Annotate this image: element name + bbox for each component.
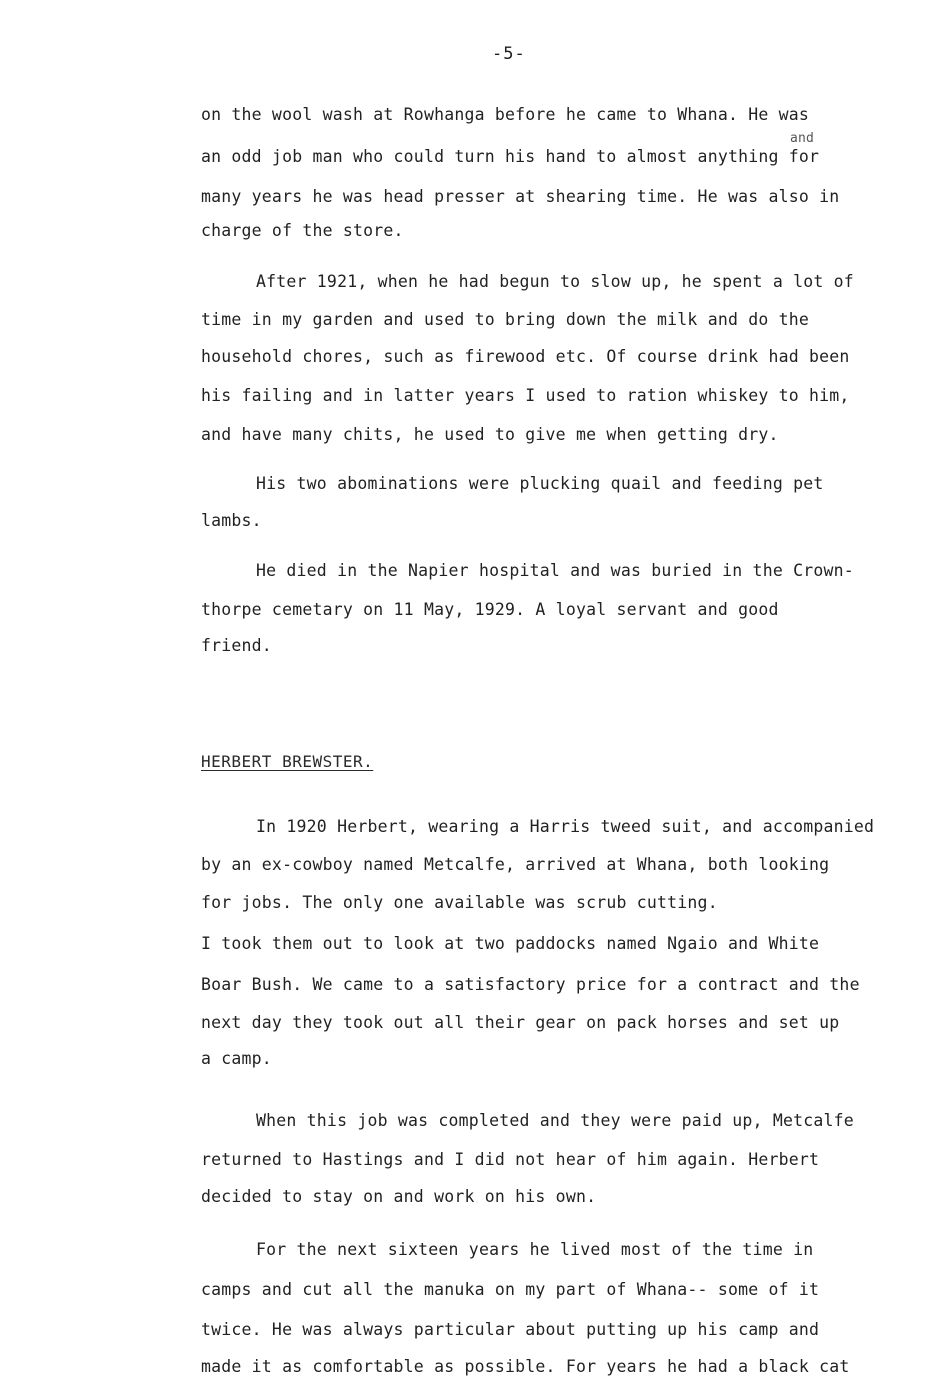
body-text-line: made it as comfortable as possible. For years he had a black cat xyxy=(201,1357,850,1376)
body-text-line: for jobs. The only one available was scrub cutting. xyxy=(201,893,718,912)
body-text-line: friend. xyxy=(201,636,272,655)
body-text-line: decided to stay on and work on his own. xyxy=(201,1187,597,1206)
body-text-line: returned to Hastings and I did not hear of him again. Herbert xyxy=(201,1150,820,1169)
body-text-line: on the wool wash at Rowhanga before he came to Whana. He was xyxy=(201,105,810,124)
section-heading: HERBERT BREWSTER. xyxy=(201,752,374,771)
body-text-line: When this job was completed and they were paid up, Metcalfe xyxy=(256,1111,854,1130)
body-text-line: Boar Bush. We came to a satisfactory price for a contract and the xyxy=(201,975,860,994)
body-text-line: his failing and in latter years I used to ration whiskey to him, xyxy=(201,386,850,405)
body-text-line: and have many chits, he used to give me when getting dry. xyxy=(201,425,779,444)
body-text-line: many years he was head presser at shearing time. He was also in xyxy=(201,187,840,206)
body-text-line: charge of the store. xyxy=(201,221,404,240)
body-text-line: time in my garden and used to bring down the milk and do the xyxy=(201,310,810,329)
page-number: -5- xyxy=(492,44,526,64)
body-text-line: twice. He was always particular about putting up his camp and xyxy=(201,1320,820,1339)
body-text-line: by an ex-cowboy named Metcalfe, arrived at Whana, both looking xyxy=(201,855,830,874)
body-text-line: thorpe cemetary on 11 May, 1929. A loyal servant and good xyxy=(201,600,779,619)
body-text-line: In 1920 Herbert, wearing a Harris tweed suit, and accompanied xyxy=(256,817,875,836)
body-text-line: I took them out to look at two paddocks named Ngaio and White xyxy=(201,934,820,953)
body-text-line: camps and cut all the manuka on my part of Whana-- some of it xyxy=(201,1280,820,1299)
body-text-line: an odd job man who could turn his hand to almost anything for xyxy=(201,147,820,166)
body-text-line: next day they took out all their gear on pack horses and set up xyxy=(201,1013,840,1032)
body-text-line: a camp. xyxy=(201,1049,272,1068)
body-text-line: After 1921, when he had begun to slow up, he spent a lot of xyxy=(256,272,854,291)
body-text-line: He died in the Napier hospital and was buried in the Crown- xyxy=(256,561,854,580)
margin-insertion-note: and xyxy=(790,131,815,146)
body-text-line: household chores, such as firewood etc. Of course drink had been xyxy=(201,347,850,366)
body-text-line: For the next sixteen years he lived most of the time in xyxy=(256,1240,814,1259)
body-text-line: His two abominations were plucking quail and feeding pet xyxy=(256,474,824,493)
body-text-line: lambs. xyxy=(201,511,262,530)
